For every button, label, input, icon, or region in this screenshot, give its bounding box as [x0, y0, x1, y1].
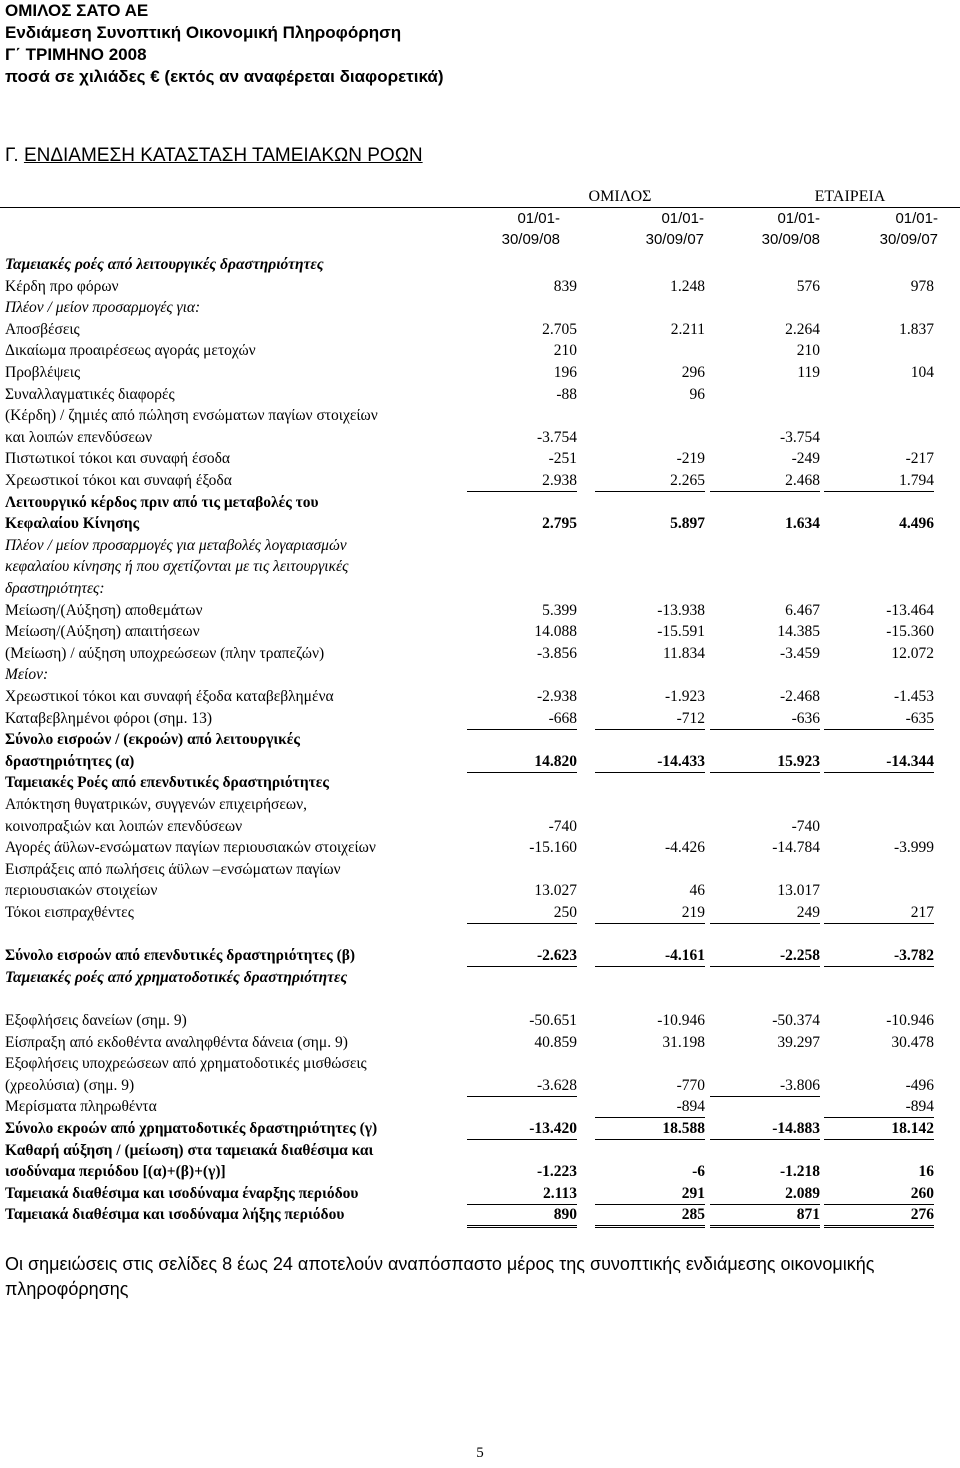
row-label: Εξοφλήσεις δανείων (σημ. 9) — [5, 1012, 187, 1029]
row-value: 2.211 — [670, 320, 705, 338]
row-value: 14.088 — [534, 623, 577, 641]
row-value: 6.467 — [785, 601, 820, 619]
table-row — [0, 427, 960, 449]
row-value: -249 — [791, 450, 820, 468]
table-row — [0, 254, 960, 276]
table-row — [0, 1053, 960, 1075]
row-value: 2.468 — [710, 470, 820, 492]
table-row — [0, 1075, 960, 1097]
row-value: 2.089 — [710, 1183, 820, 1205]
row-label: Ταμειακές ροές από χρηματοδοτικές δραστηριότητες — [5, 968, 348, 986]
row-value: 217 — [824, 902, 934, 924]
row-label: Χρεωστικοί τόκοι και συναφή έξοδα — [5, 472, 232, 489]
row-value: 260 — [824, 1183, 934, 1205]
row-value: -14.784 — [772, 839, 820, 857]
row-label: Εισπράξεις από πωλήσεις άϋλων –ενσώματων παγίων — [5, 860, 341, 878]
row-label: δραστηριότητες: — [5, 580, 105, 597]
row-value: -894 — [595, 1096, 705, 1118]
row-value: -2.468 — [779, 688, 820, 705]
row-value: -668 — [467, 708, 577, 730]
row-value: -217 — [905, 450, 934, 468]
row-value: 39.297 — [777, 1033, 820, 1051]
column-header: 01/01- 30/09/08 — [501, 210, 560, 248]
section-title-text: ΕΝΔΙΑΜΕΣΗ ΚΑΤΑΣΤΑΣΗ ΤΑΜΕΙΑΚΩΝ ΡΟΩΝ — [23, 145, 423, 166]
table-row — [0, 1161, 960, 1183]
table-row — [0, 751, 960, 773]
row-label: Σύνολο εισροών από επενδυτικές δραστηριότητες (β) — [5, 947, 356, 965]
row-value: -3.806 — [779, 1076, 820, 1094]
row-value: 2.113 — [467, 1183, 577, 1205]
row-value: 96 — [689, 385, 705, 403]
row-value: 2.795 — [542, 515, 577, 533]
row-label: κοινοπραξιών και λοιπών επενδύσεων — [5, 817, 243, 835]
currency-note: ποσά σε χιλιάδες € (εκτός αν αναφέρεται διαφορετικά) — [5, 67, 444, 86]
row-label: και λοιπών επενδύσεων — [5, 428, 153, 446]
table-row — [0, 1010, 960, 1032]
company-name: ΟΜΙΛΟΣ ΣΑΤΟ ΑΕ — [5, 1, 149, 20]
report-period: Γ΄ ΤΡΙΜΗΝΟ 2008 — [5, 45, 147, 64]
row-value: 2.265 — [595, 470, 705, 492]
row-value: -3.782 — [824, 945, 934, 967]
row-label: Καταβεβλημένοι φόροι (σημ. 13) — [5, 709, 213, 727]
row-value: 890 — [467, 1204, 577, 1228]
row-value: -1.923 — [664, 688, 705, 705]
row-value: 296 — [681, 364, 705, 381]
row-label: Αγορές άϋλων-ενσώματων παγίων περιουσιακών στοιχείων — [5, 839, 376, 857]
section-prefix: Γ. — [5, 145, 24, 166]
row-value: -13.464 — [886, 601, 934, 619]
table-row — [0, 772, 960, 794]
row-value: -10.946 — [657, 1012, 705, 1029]
row-label: Τόκοι εισπραχθέντες — [5, 904, 134, 921]
row-value: -13.938 — [657, 601, 705, 619]
footer-note: Οι σημειώσεις στις σελίδες 8 έως 24 αποτελούν αναπόσπαστο μέρος της συνοπτικής ενδιάμεσης οικονομικής πληροφόρησης — [5, 1254, 875, 1299]
row-value: 5.399 — [542, 601, 577, 619]
table-row — [0, 794, 960, 816]
table-row — [0, 816, 960, 838]
row-label: (Μείωση) / αύξηση υποχρεώσεων (πλην τραπεζών) — [5, 644, 325, 662]
row-value: 210 — [553, 342, 577, 360]
row-value: -50.651 — [529, 1012, 577, 1029]
row-value: 14.385 — [777, 623, 820, 641]
row-value: -740 — [548, 817, 577, 835]
row-value: -636 — [710, 708, 820, 730]
table-row — [0, 470, 960, 492]
table-row — [0, 600, 960, 622]
row-label: Προβλέψεις — [5, 364, 81, 381]
row-value: -15.591 — [657, 623, 705, 641]
table-row — [0, 297, 960, 319]
row-value: 14.820 — [467, 751, 577, 773]
row-value: 250 — [467, 902, 577, 924]
row-value: -14.433 — [595, 751, 705, 773]
row-label: Εξοφλήσεις υποχρεώσεων από χρηματοδοτικές μισθώσεις — [5, 1055, 367, 1073]
row-value: -2.938 — [536, 688, 577, 705]
row-label: Μερίσματα πληρωθέντα — [5, 1098, 157, 1116]
table-row — [0, 729, 960, 751]
row-value: 210 — [796, 342, 820, 360]
row-value: 5.897 — [670, 515, 705, 533]
row-label: Σύνολο εισροών / (εκροών) από λειτουργικές — [5, 731, 300, 749]
row-label: Κέρδη προ φόρων — [5, 277, 119, 295]
row-value: 15.923 — [710, 751, 820, 773]
row-value: 1.634 — [785, 515, 820, 533]
row-value: 18.588 — [595, 1118, 705, 1140]
row-value: 2.705 — [542, 320, 577, 338]
row-value: 2.938 — [467, 470, 577, 492]
row-value: 2.264 — [785, 320, 820, 338]
row-label: περιουσιακών στοιχείων — [5, 882, 158, 900]
page-number: 5 — [476, 1445, 484, 1461]
row-label: Πλέον / μείον προσαρμογές για μεταβολές λογαριασμών — [5, 536, 347, 554]
table-row — [0, 708, 960, 730]
row-value: 31.198 — [662, 1033, 705, 1051]
table-row — [0, 621, 960, 643]
table-row — [0, 384, 960, 406]
row-label: Αποσβέσεις — [5, 320, 80, 338]
table-row — [0, 448, 960, 470]
row-value: -712 — [595, 708, 705, 730]
row-value: -14.344 — [824, 751, 934, 773]
table-row — [0, 1032, 960, 1054]
row-label: Συναλλαγματικές διαφορές — [5, 385, 175, 403]
row-label: Είσπραξη από εκδοθέντα αναληφθέντα δάνεια (σημ. 9) — [5, 1033, 348, 1051]
table-row — [0, 643, 960, 665]
row-value: -3.999 — [893, 839, 934, 857]
row-label: Ταμειακά διαθέσιμα και ισοδύναμα λήξης περιόδου — [5, 1206, 345, 1224]
row-label: (Κέρδη) / ζημιές από πώληση ενσώματων παγίων στοιχείων — [5, 407, 378, 425]
row-value: -50.374 — [772, 1012, 820, 1029]
row-value: -219 — [676, 450, 705, 468]
group-header-omilos: ΟΜΙΛΟΣ — [588, 188, 652, 205]
table-row — [0, 1183, 960, 1205]
column-header: 01/01- 30/09/07 — [879, 210, 938, 248]
row-label: Μείωση/(Αύξηση) αποθεμάτων — [5, 601, 203, 619]
row-value — [710, 1096, 820, 1097]
row-value: -14.883 — [710, 1118, 820, 1140]
table-row — [0, 1204, 960, 1226]
table-row — [0, 664, 960, 686]
table-row — [0, 492, 960, 514]
row-value: -2.258 — [710, 945, 820, 967]
table-row — [0, 535, 960, 557]
table-row — [0, 362, 960, 384]
table-row — [0, 880, 960, 902]
row-label: Απόκτηση θυγατρικών, συγγενών επιχειρήσεων, — [5, 796, 308, 813]
column-header: 01/01- 30/09/08 — [761, 210, 820, 248]
row-value: 12.072 — [891, 644, 934, 662]
table-row — [0, 924, 960, 946]
row-value: -1.223 — [536, 1163, 577, 1181]
row-label: Ταμειακές Ροές από επενδυτικές δραστηριότητες — [5, 774, 329, 792]
row-value: -4.161 — [595, 945, 705, 967]
row-value: 13.027 — [534, 882, 577, 900]
table-row — [0, 1140, 960, 1162]
row-value: 18.142 — [824, 1118, 934, 1140]
row-label: κεφαλαίου κίνησης ή που σχετίζονται με τις λειτουργικές — [5, 558, 349, 576]
table-row — [0, 340, 960, 362]
row-value: 978 — [910, 277, 934, 295]
row-value: 16 — [918, 1163, 934, 1181]
row-value: 196 — [553, 364, 577, 381]
row-value: -4.426 — [664, 839, 705, 857]
row-value: 1.248 — [670, 277, 705, 295]
row-value: 13.017 — [777, 882, 820, 900]
table-row — [0, 1096, 960, 1118]
row-label: Καθαρή αύξηση / (μείωση) στα ταμειακά διαθέσιμα και — [5, 1141, 374, 1159]
row-value: -251 — [548, 450, 577, 468]
table-row — [0, 686, 960, 708]
row-value: 4.496 — [899, 515, 934, 533]
table-row — [0, 513, 960, 535]
row-label: Σύνολο εκροών από χρηματοδοτικές δραστηριότητες (γ) — [5, 1120, 378, 1137]
row-value: -740 — [791, 817, 820, 835]
row-label: Κεφαλαίου Κίνησης — [5, 515, 140, 533]
table-row — [0, 945, 960, 967]
row-label: Πιστωτικοί τόκοι και συναφή έσοδα — [5, 450, 231, 468]
table-row — [0, 1118, 960, 1140]
row-value: -3.754 — [536, 428, 577, 446]
row-value: 104 — [910, 364, 934, 381]
row-label: Πλέον / μείον προσαρμογές για: — [5, 299, 201, 317]
row-value — [467, 1096, 577, 1097]
row-value: 46 — [689, 882, 705, 900]
table-row — [0, 319, 960, 341]
row-label: ισοδύναμα περιόδου [(α)+(β)+(γ)] — [5, 1163, 226, 1181]
group-header-etaireia: ΕΤΑΙΡΕΙΑ — [814, 188, 886, 205]
row-value: -2.623 — [467, 945, 577, 967]
row-value: -1.218 — [779, 1163, 820, 1181]
row-value: 1.794 — [824, 470, 934, 492]
row-value: 276 — [824, 1204, 934, 1228]
row-value: -15.160 — [529, 839, 577, 857]
row-value: 285 — [595, 1204, 705, 1228]
row-value: -3.754 — [779, 428, 820, 446]
row-value: 576 — [796, 277, 820, 295]
table-row — [0, 902, 960, 924]
table-row — [0, 578, 960, 600]
table-row — [0, 988, 960, 1010]
row-value: -496 — [905, 1076, 934, 1094]
row-label: Μείωση/(Αύξηση) απαιτήσεων — [5, 623, 200, 641]
row-value: 11.834 — [662, 644, 705, 662]
report-title: Ενδιάμεση Συνοπτική Οικονομική Πληροφόρηση — [5, 23, 402, 42]
table-row — [0, 837, 960, 859]
row-label: Ταμειακές ροές από λειτουργικές δραστηριότητες — [5, 256, 324, 273]
row-label: Δικαίωμα προαιρέσεως αγοράς μετοχών — [5, 342, 256, 360]
row-label: Ταμειακά διαθέσιμα και ισοδύναμα έναρξης περιόδου — [5, 1184, 359, 1202]
table-row — [0, 405, 960, 427]
row-value: 871 — [710, 1204, 820, 1228]
row-value: 1.837 — [899, 320, 934, 338]
row-value: -770 — [676, 1076, 705, 1094]
table-row — [0, 859, 960, 881]
row-value: -3.459 — [779, 644, 820, 662]
row-label: Χρεωστικοί τόκοι και συναφή έξοδα καταβεβλημένα — [5, 688, 334, 705]
table-row — [0, 276, 960, 298]
row-value: 249 — [710, 902, 820, 924]
row-value: -3.856 — [536, 644, 577, 662]
row-value: -6 — [692, 1163, 705, 1181]
row-value: 219 — [595, 902, 705, 924]
row-value: -88 — [556, 385, 577, 403]
row-value: -3.628 — [536, 1076, 577, 1094]
row-label: Μείον: — [5, 666, 49, 684]
row-value: -15.360 — [886, 623, 934, 641]
row-value: -10.946 — [886, 1012, 934, 1029]
row-value: -1.453 — [893, 688, 934, 705]
column-header: 01/01- 30/09/07 — [645, 210, 704, 248]
row-value: -894 — [824, 1096, 934, 1118]
row-value: 839 — [553, 277, 577, 295]
row-label: Λειτουργικό κέρδος πριν από τις μεταβολές του — [5, 493, 319, 511]
row-value: -635 — [824, 708, 934, 730]
row-value: 40.859 — [534, 1033, 577, 1051]
row-value: 119 — [797, 364, 820, 381]
row-value: 291 — [595, 1183, 705, 1205]
table-row — [0, 556, 960, 578]
row-value: -13.420 — [467, 1118, 577, 1140]
row-label: (χρεολύσια) (σημ. 9) — [5, 1076, 135, 1094]
row-label: δραστηριότητες (α) — [5, 752, 135, 770]
row-value: 30.478 — [891, 1033, 934, 1051]
table-row — [0, 967, 960, 989]
